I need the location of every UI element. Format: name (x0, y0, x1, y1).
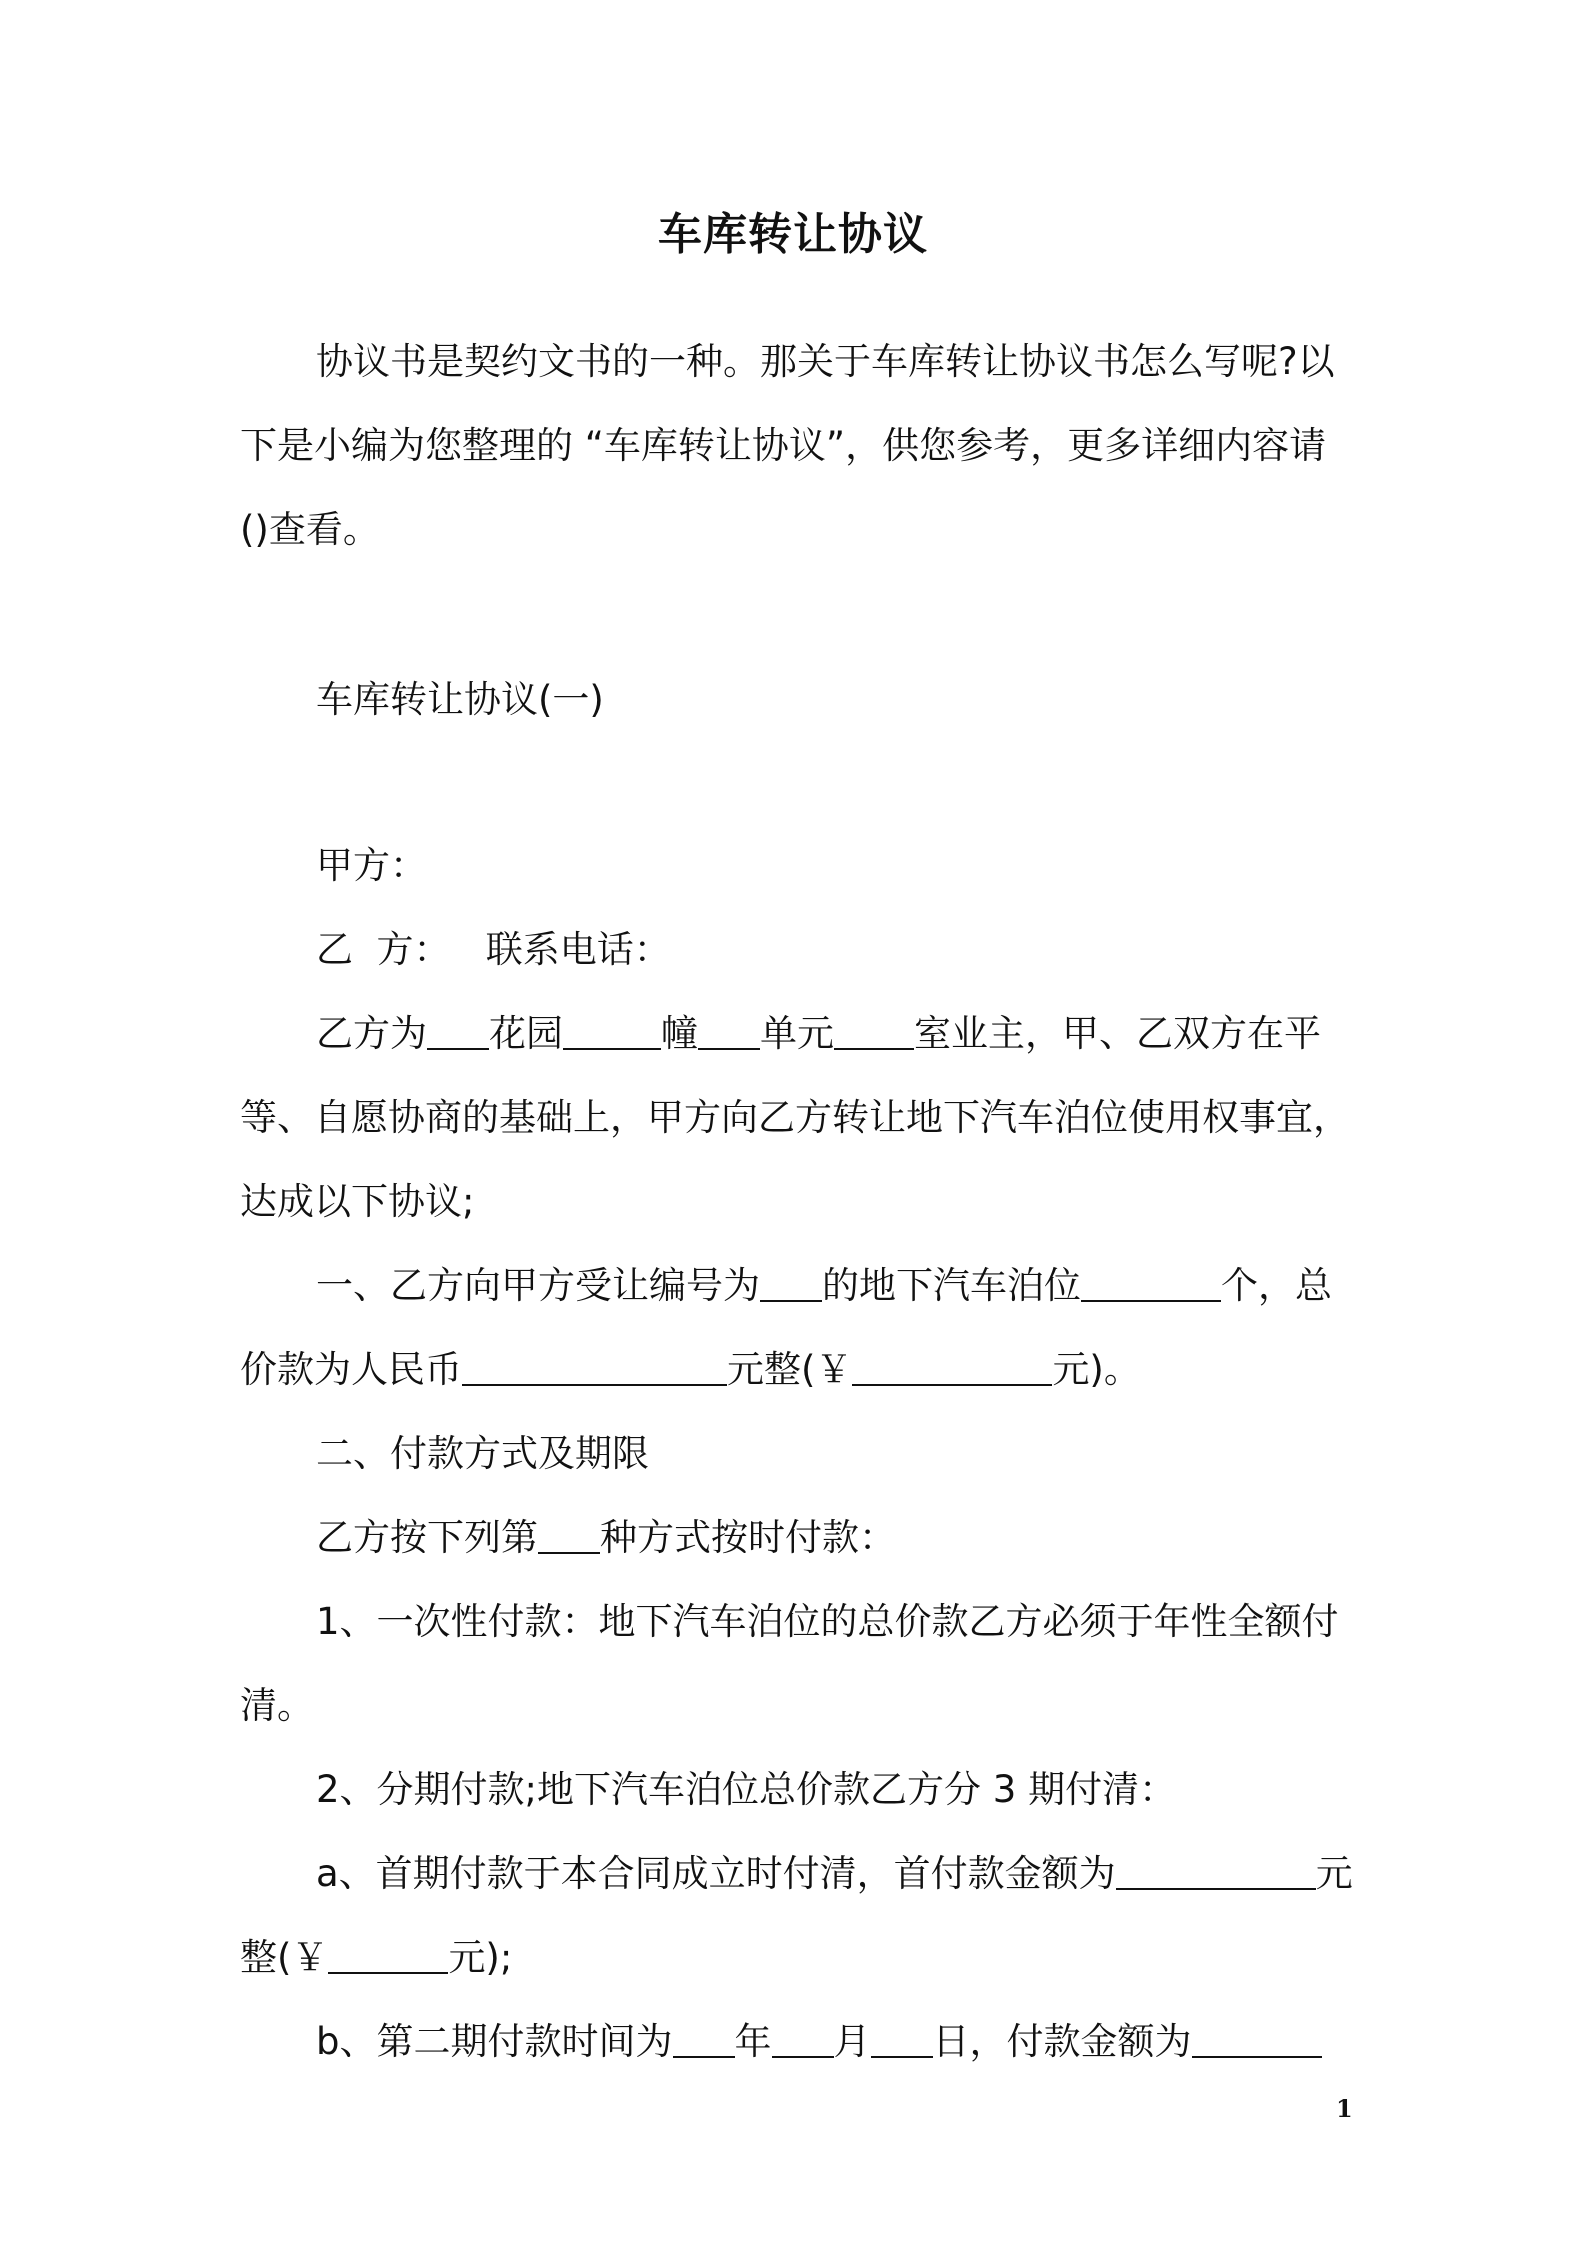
paragraph-1-line-2: 等、自愿协商的基础上，甲方向乙方转让地下汽车泊位使用权事宜， (240, 1096, 1350, 1139)
text-segment: 乙方为 (316, 1012, 427, 1055)
intro-line-3: ()查看。 (240, 508, 380, 551)
fill-blank (852, 1348, 1052, 1386)
text-segment: 一、乙方向甲方受让编号为 (316, 1264, 760, 1307)
clause-2-method (240, 1508, 1436, 1568)
clause-1-line-1 (240, 1256, 1436, 1316)
party-b-label: 乙 方： 联系电话： (316, 928, 671, 971)
fill-blank (563, 1012, 661, 1050)
text-segment: 年 (734, 2020, 772, 2063)
fill-blank (772, 2020, 834, 2058)
text-segment: 月 (833, 2020, 871, 2063)
text-segment: 乙方按下列第 (316, 1516, 538, 1559)
text-segment: 元整(￥ (727, 1348, 853, 1391)
text-segment: 花园 (489, 1012, 563, 1055)
paragraph-1-line-1 (240, 1004, 1436, 1064)
text-segment: 幢 (661, 1012, 698, 1055)
paragraph-1-line-3: 达成以下协议; (240, 1180, 475, 1223)
fill-blank (1192, 2020, 1322, 2058)
text-segment: 单元 (760, 1012, 834, 1055)
item-b-line-1 (240, 2012, 1436, 2072)
fill-blank (538, 1516, 600, 1554)
text-segment: 室业主，甲、乙双方在平 (914, 1012, 1321, 1055)
fill-blank (328, 1936, 448, 1974)
fill-blank (1081, 1264, 1221, 1302)
clause-2-heading: 二、付款方式及期限 (316, 1432, 649, 1475)
fill-blank (871, 2020, 933, 2058)
text-segment: b、第二期付款时间为 (316, 2020, 673, 2063)
fill-blank (462, 1348, 727, 1386)
text-segment: 整(￥ (240, 1936, 329, 1979)
text-segment: 元); (448, 1936, 513, 1979)
text-segment: 价款为人民币 (240, 1348, 462, 1391)
document-title: 车库转让协议 (658, 209, 928, 260)
text-segment: 个，总 (1221, 1264, 1332, 1307)
fill-blank (673, 2020, 735, 2058)
text-segment: 种方式按时付款： (600, 1516, 896, 1559)
party-a-label: 甲方： (316, 844, 427, 887)
item-a-line-1 (240, 1844, 1436, 1904)
text-segment: 元 (1315, 1852, 1353, 1895)
fill-blank (427, 1012, 489, 1050)
fill-blank (698, 1012, 760, 1050)
item-2: 2、分期付款;地下汽车泊位总价款乙方分 3 期付清： (316, 1768, 1177, 1811)
item-1-line-2: 清。 (240, 1684, 314, 1727)
fill-blank (760, 1264, 822, 1302)
intro-line-1: 协议书是契约文书的一种。那关于车库转让协议书怎么写呢?以 (316, 340, 1335, 383)
text-segment: 日，付款金额为 (932, 2020, 1192, 2063)
intro-line-2: 下是小编为您整理的 “车库转让协议”，供您参考，更多详细内容请 (240, 424, 1327, 467)
item-1-line-1: 1、一次性付款：地下汽车泊位的总价款乙方必须于年性全额付 (316, 1600, 1339, 1643)
fill-blank (834, 1012, 914, 1050)
text-segment: a、首期付款于本合同成立时付清，首付款金额为 (316, 1852, 1116, 1895)
fill-blank (1116, 1852, 1316, 1890)
page-number: 1 (1336, 2094, 1353, 2123)
text-segment: 元)。 (1052, 1348, 1141, 1391)
text-segment: 的地下汽车泊位 (822, 1264, 1081, 1307)
clause-1-line-2 (240, 1340, 1360, 1400)
item-a-line-2 (240, 1928, 1360, 1988)
section-heading: 车库转让协议(一) (316, 678, 604, 721)
